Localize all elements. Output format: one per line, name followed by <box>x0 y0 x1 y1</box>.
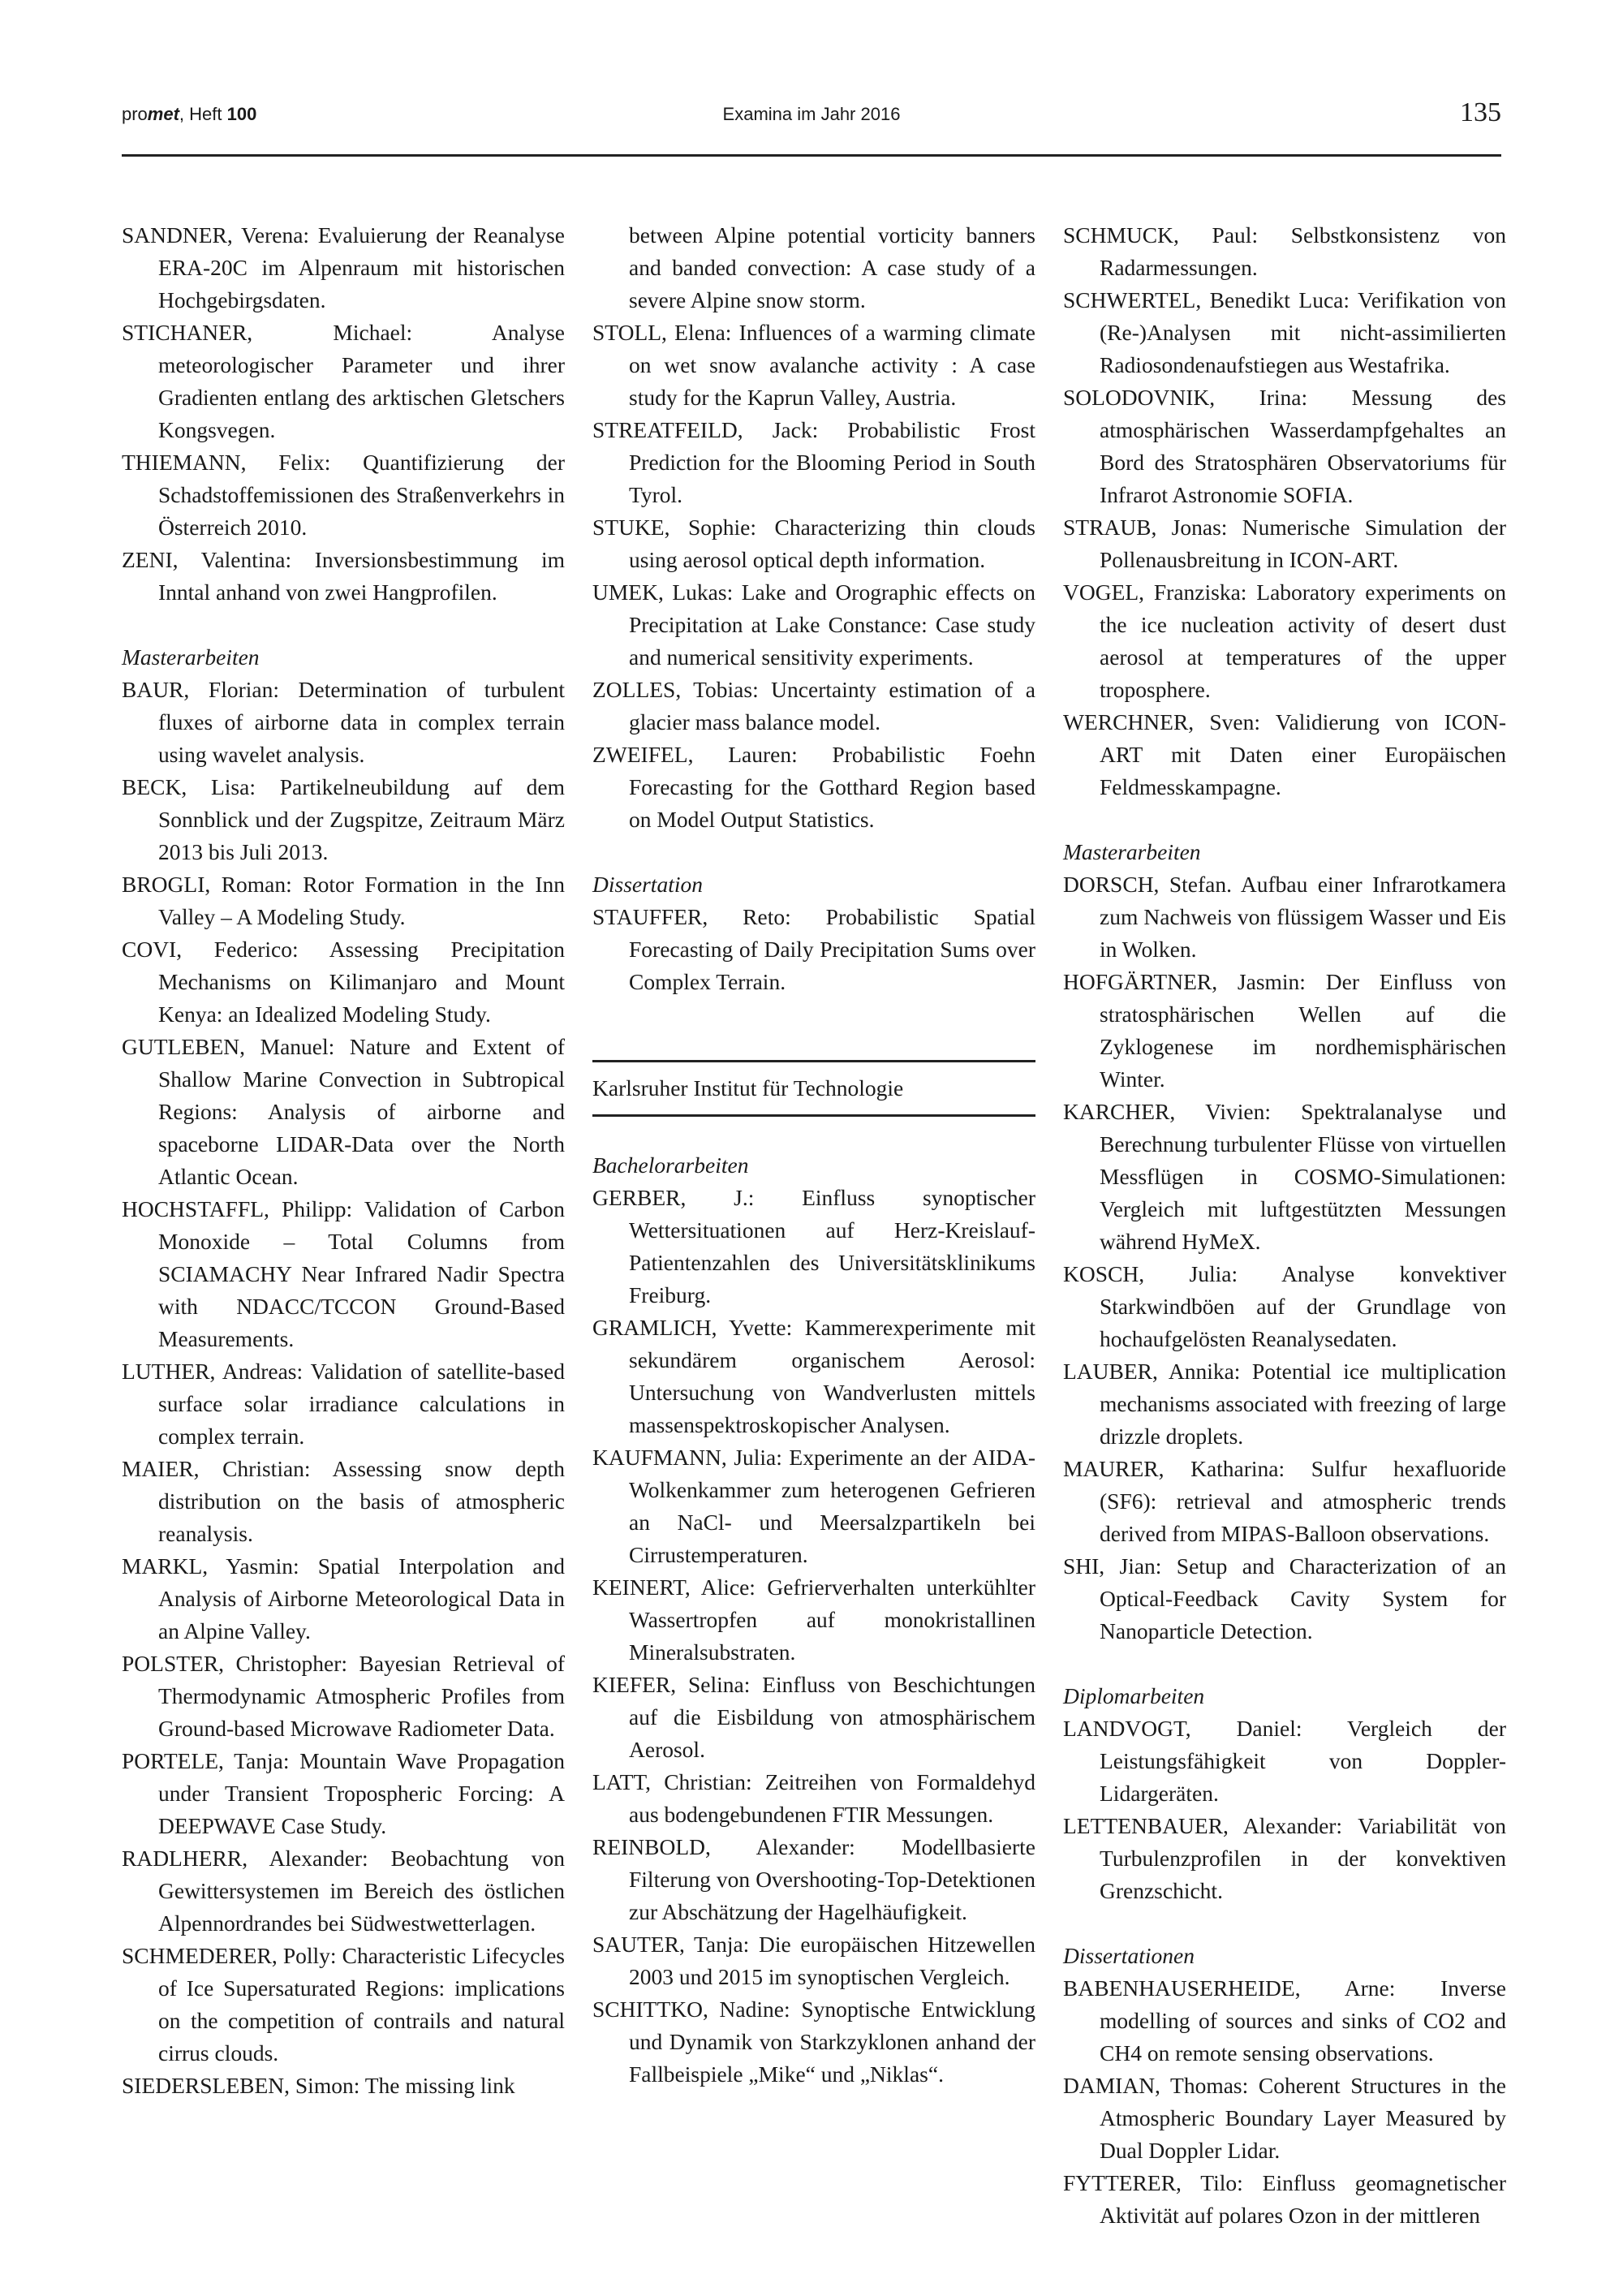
list-item: LATT, Christian: Zeitreihen von Formaldehyd aus bodengebundenen FTIR Messungen. <box>592 1769 1035 1827</box>
list-item: MAURER, Katharina: Sulfur hexafluoride (SF6): retrieval and atmospheric trends derived from MIPAS-Balloon observations. <box>1063 1456 1506 1546</box>
list-item: LANDVOGT, Daniel: Vergleich der Leistungsfähigkeit von Doppler-Lidargeräten. <box>1063 1716 1506 1806</box>
list-item: ZWEIFEL, Lauren: Probabilistic Foehn Forecasting for the Gotthard Region based on Model Output Statistics. <box>592 742 1035 832</box>
list-item: FYTTERER, Tilo: Einfluss geomagnetischer Aktivität auf polares Ozon in der mittleren <box>1063 2170 1506 2228</box>
list-item: KAUFMANN, Julia: Experimente an der AIDA-Wolkenkammer zum heterogenen Gefrieren an NaCl- und Meersalzpartikeln bei Cirrustemperaturen. <box>592 1445 1035 1567</box>
list-item: ZENI, Valentina: Inversionsbestimmung im Inntal anhand von zwei Hangprofilen. <box>122 547 565 605</box>
list-item: ZOLLES, Tobias: Uncertainty estimation of a glacier mass balance model. <box>592 677 1035 734</box>
list-item: BAUR, Florian: Determination of turbulent fluxes of airborne data in complex terrain using wavelet analysis. <box>122 677 565 767</box>
journal-prefix: pro <box>122 104 148 124</box>
list-item: KARCHER, Vivien: Spektralanalyse und Berechnung turbulenter Flüsse von virtuellen Messflügen in COSMO-Simulationen: Vergleich mit luftgestützten Messungen während HyMeX. <box>1063 1099 1506 1254</box>
list-item: STRAUB, Jonas: Numerische Simulation der Pollenausbreitung in ICON-ART. <box>1063 515 1506 572</box>
list-item: SHI, Jian: Setup and Characterization of an Optical-Feedback Cavity System for Nanoparticle Detection. <box>1063 1553 1506 1643</box>
entry-list <box>592 219 1035 836</box>
list-item: LUTHER, Andreas: Validation of satellite-based surface solar irradiance calculations in complex terrain. <box>122 1359 565 1449</box>
list-item: DORSCH, Stefan. Aufbau einer Infrarotkamera zum Nachweis von flüssigem Wasser und Eis in Wolken. <box>1063 872 1506 962</box>
column-1 <box>122 219 565 2102</box>
list-item: SAUTER, Tanja: Die europäischen Hitzewellen 2003 und 2015 im synoptischen Vergleich. <box>592 1932 1035 1989</box>
list-item: HOCHSTAFFL, Philipp: Validation of Carbon Monoxide – Total Columns from SCIAMACHY Near Infrared Nadir Spectra with NDACC/TCCON Ground-Based Measurements. <box>122 1196 565 1351</box>
list-item: WERCHNER, Sven: Validierung von ICON-ART mit Daten einer Europäischen Feldmesskampagne. <box>1063 709 1506 799</box>
list-item: HOFGÄRTNER, Jasmin: Der Einfluss von stratosphärischen Wellen auf die Zyklogenese im nordhemisphärischen Winter. <box>1063 969 1506 1092</box>
list-item: SANDNER, Verena: Evaluierung der Reanalyse ERA-20C im Alpenraum mit historischen Hochgebirgsdaten. <box>122 222 565 312</box>
list-item: BROGLI, Roman: Rotor Formation in the Inn Valley – A Modeling Study. <box>122 872 565 929</box>
section-heading: Diplomarbeiten <box>1063 1683 1205 1708</box>
list-item: THIEMANN, Felix: Quantifizierung der Schadstoffemissionen des Straßenverkehrs in Österreich 2010. <box>122 450 565 540</box>
entry-list <box>122 219 565 609</box>
list-item: GRAMLICH, Yvette: Kammerexperimente mit sekundärem organischem Aerosol: Untersuchung von Wandverlusten mittels massenspektroskopischer Analysen. <box>592 1315 1035 1437</box>
section-heading: Dissertationen <box>1063 1943 1195 1968</box>
list-item: MAIER, Christian: Assessing snow depth distribution on the basis of atmospheric reanalysis. <box>122 1456 565 1546</box>
list-item: KIEFER, Selina: Einfluss von Beschichtungen auf die Eisbildung von atmosphärischem Aerosol. <box>592 1672 1035 1762</box>
list-item: LETTENBAUER, Alexander: Variabilität von Turbulenzprofilen in der konvektiven Grenzschicht. <box>1063 1813 1506 1903</box>
page-number: 135 <box>1460 97 1501 127</box>
list-item: UMEK, Lukas: Lake and Orographic effects on Precipitation at Lake Constance: Case study and numerical sensitivity experiments. <box>592 579 1035 670</box>
list-item: COVI, Federico: Assessing Precipitation Mechanisms on Kilimanjaro and Mount Kenya: an Idealized Modeling Study. <box>122 937 565 1027</box>
column-2 <box>592 219 1035 2091</box>
entry-list <box>1063 1712 1506 1907</box>
list-item: STUKE, Sophie: Characterizing thin clouds using aerosol optical depth information. <box>592 515 1035 572</box>
list-item: SCHITTKO, Nadine: Synoptische Entwicklung und Dynamik von Starkzyklonen anhand der Fallbeispiele „Mike“ und „Niklas“. <box>592 1997 1035 2087</box>
section-heading: Masterarbeiten <box>1063 839 1201 864</box>
list-item: BECK, Lisa: Partikelneubildung auf dem Sonnblick und der Zugspitze, Zeitraum März 2013 bis Juli 2013. <box>122 774 565 864</box>
entry-list <box>1063 868 1506 1648</box>
list-item: SIEDERSLEBEN, Simon: The missing link <box>122 2073 515 2098</box>
column-3 <box>1063 219 1506 2232</box>
entry-list <box>592 1182 1035 2091</box>
list-item: SCHMEDERER, Polly: Characteristic Lifecycles of Ice Supersaturated Regions: implications on the competition of contrails and natural cirrus clouds. <box>122 1943 565 2066</box>
institution-heading: Karlsruher Institut für Technologie <box>592 1060 1035 1117</box>
list-item-continued: between Alpine potential vorticity banners and banded convection: A case study of a severe Alpine snow storm. <box>629 222 1035 312</box>
list-item: STREATFEILD, Jack: Probabilistic Frost Prediction for the Blooming Period in South Tyrol. <box>592 417 1035 507</box>
list-item: GERBER, J.: Einfluss synoptischer Wettersituationen auf Herz-Kreislauf-Patientenzahlen des Universitätsklinikums Freiburg. <box>592 1185 1035 1307</box>
section-heading: Bachelorarbeiten <box>592 1152 749 1178</box>
list-item: POLSTER, Christopher: Bayesian Retrieval of Thermodynamic Atmospheric Profiles from Ground-based Microwave Radiometer Data. <box>122 1651 565 1741</box>
journal-emph: met <box>147 104 179 124</box>
issue-label: , Heft <box>179 104 227 124</box>
list-item: STICHANER, Michael: Analyse meteorologischer Parameter und ihrer Gradienten entlang des arktischen Gletschers Kongsvegen. <box>122 320 565 442</box>
list-item: STOLL, Elena: Influences of a warming climate on wet snow avalanche activity : A case study for the Kaprun Valley, Austria. <box>592 320 1035 410</box>
list-item: GUTLEBEN, Manuel: Nature and Extent of Shallow Marine Convection in Subtropical Regions: Analysis of airborne and spaceborne LIDAR-Data over the North Atlantic Ocean. <box>122 1034 565 1189</box>
list-item: LAUBER, Annika: Potential ice multiplication mechanisms associated with freezing of large drizzle droplets. <box>1063 1359 1506 1449</box>
section-heading: Dissertation <box>592 872 703 897</box>
issue-number: 100 <box>226 104 257 124</box>
header-rule <box>122 154 1501 157</box>
list-item: VOGEL, Franziska: Laboratory experiments on the ice nucleation activity of desert dust aerosol at temperatures of the upper troposphere. <box>1063 579 1506 702</box>
entry-list <box>1063 1972 1506 2232</box>
list-item: DAMIAN, Thomas: Coherent Structures in the Atmospheric Boundary Layer Measured by Dual Doppler Lidar. <box>1063 2073 1506 2163</box>
running-title: Examina im Jahr 2016 <box>722 104 901 124</box>
entry-list <box>122 674 565 2102</box>
entry-list <box>1063 219 1506 803</box>
list-item: MARKL, Yasmin: Spatial Interpolation and Analysis of Airborne Meteorological Data in an Alpine Valley. <box>122 1553 565 1643</box>
list-item: SCHWERTEL, Benedikt Luca: Verifikation von (Re-)Analysen mit nicht-assimilierten Radiosondenaufstiegen aus Westafrika. <box>1063 287 1506 377</box>
entry-list <box>592 901 1035 998</box>
list-item: RADLHERR, Alexander: Beobachtung von Gewittersystemen im Bereich des östlichen Alpennordrandes bei Südwestwetterlagen. <box>122 1846 565 1936</box>
list-item: BABENHAUSERHEIDE, Arne: Inverse modelling of sources and sinks of CO2 and CH4 on remote sensing observations. <box>1063 1975 1506 2066</box>
list-item: SCHMUCK, Paul: Selbstkonsistenz von Radarmessungen. <box>1063 222 1506 280</box>
list-item: PORTELE, Tanja: Mountain Wave Propagation under Transient Tropospheric Forcing: A DEEPWAVE Case Study. <box>122 1748 565 1838</box>
list-item: KEINERT, Alice: Gefrierverhalten unterkühlter Wassertropfen auf monokristallinen Mineralsubstraten. <box>592 1574 1035 1665</box>
list-item: REINBOLD, Alexander: Modellbasierte Filterung von Overshooting-Top-Detektionen zur Abschätzung der Hagelhäufigkeit. <box>592 1834 1035 1924</box>
section-heading: Masterarbeiten <box>122 644 260 670</box>
list-item: SOLODOVNIK, Irina: Messung des atmosphärischen Wasserdampfgehaltes an Bord des Stratosphären Observatoriums für Infrarot Astronomie SOFIA. <box>1063 385 1506 507</box>
list-item: STAUFFER, Reto: Probabilistic Spatial Forecasting of Daily Precipitation Sums over Complex Terrain. <box>592 904 1035 994</box>
list-item: KOSCH, Julia: Analyse konvektiver Starkwindböen auf der Grundlage von hochaufgelösten Reanalysedaten. <box>1063 1261 1506 1351</box>
